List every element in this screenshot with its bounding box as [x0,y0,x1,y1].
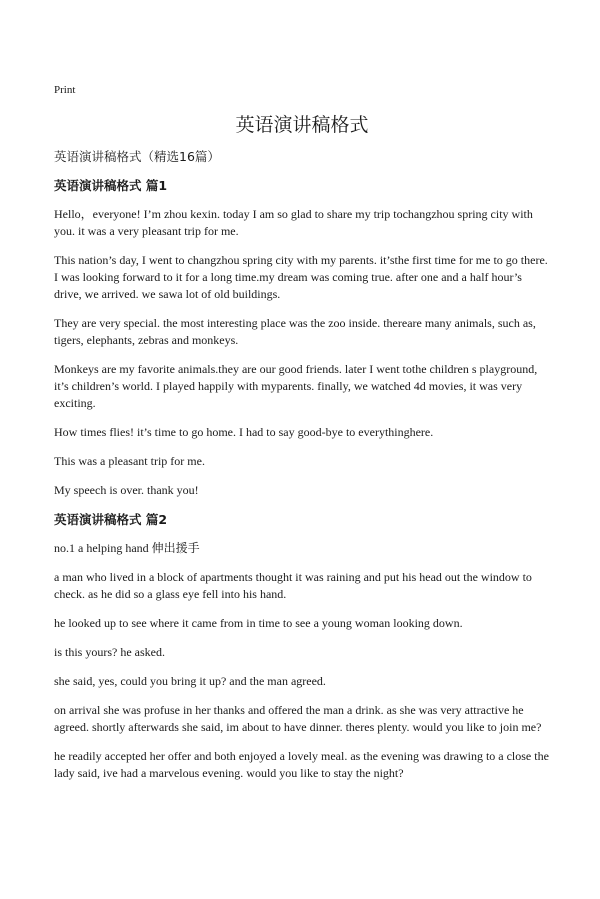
paragraph: she said, yes, could you bring it up? and the man agreed. [54,674,326,688]
paragraph: They are very special. the most interesting place was the zoo inside. thereare many animals, such as, tigers, elephants, zebras and monkeys. [54,316,536,347]
section-2 [54,511,550,782]
paragraph: a man who lived in a block of apartments thought it was raining and put his head out the window to check. as he did so a glass eye fell into his hand. [54,570,532,601]
paragraph: This was a pleasant trip for me. [54,454,205,468]
paragraph: How times flies! it’s time to go home. I had to say good-bye to everythinghere. [54,425,434,439]
paragraph: is this yours? he asked. [54,645,165,659]
paragraph: Hello，everyone! I’m zhou kexin. today I am so glad to share my trip tochangzhou spring city with you. it was a very pleasant trip for me. [54,207,533,238]
paragraph: no.1 a helping hand 伸出援手 [54,541,200,555]
section-heading: 英语演讲稿格式 篇2 [54,512,168,527]
print-link[interactable]: Print [54,84,76,96]
page-subtitle: 英语演讲稿格式（精选16篇） [54,149,220,164]
paragraph: he readily accepted her offer and both enjoyed a lovely meal. as the evening was drawing to a close the lady said, ive had a marvelous evening. would you like to stay the night? [54,749,549,780]
section-1 [54,177,550,499]
paragraph: he looked up to see where it came from in time to see a young woman looking down. [54,616,463,630]
paragraph: My speech is over. thank you! [54,483,199,497]
paragraph: This nation’s day, I went to changzhou spring city with my parents. it’sthe first time for me to go there. I was looking forward to it for a long time.my dream was coming true. after one and a half hour’s drive, we arrived. we sawa lot of old buildings. [54,253,548,301]
page-title: 英语演讲稿格式 [235,114,369,136]
paragraph: on arrival she was profuse in her thanks and offered the man a drink. as she was very attractive he agreed. shortly afterwards she said, im about to have dinner. theres plenty. would you like to join me? [54,703,542,734]
section-heading: 英语演讲稿格式 篇1 [54,178,168,193]
paragraph: Monkeys are my favorite animals.they are our good friends. later I went tothe children s playground, it’s children’s world. I played happily with myparents. finally, we watched 4d movies, it was very exciting. [54,362,538,410]
